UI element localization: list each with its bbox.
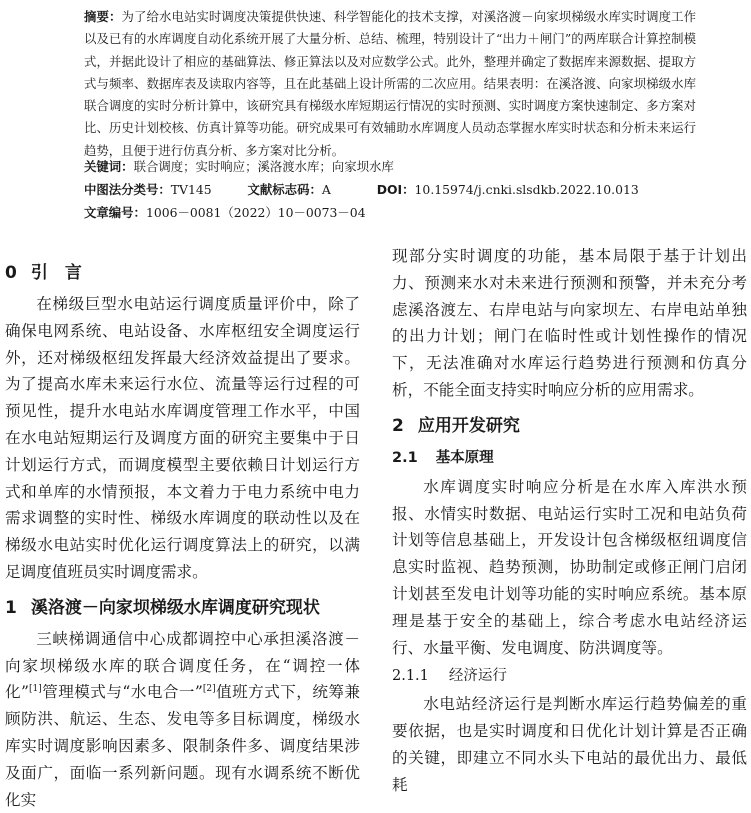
section-1-paragraph-continued: 现部分实时调度的功能，基本局限于基于计划出力、预测来水对未来进行预测和预警，并未充分考虑溪洛渡左、右岸电站与向家坝左、右岸电站单独的出力计划；闸门在临时性或计划性操作的情况下，无法准确对水库运行趋势进行预测和仿真分析，不能全面支持实时响应分析的应用需求。	[392, 247, 747, 399]
abstract-text: 为了给水电站实时调度决策提供快速、科学智能化的技术支撑，对溪洛渡－向家坝梯级水库实时调度工作以及已有的水库调度自动化系统开展了大量分析、总结、梳理，特别设计了“出力＋闸门”的两库联合计算控制模式，并据此设计了相应的基础算法、修正算法以及对应数学公式。此外，整理并确定了数据库来源数据、提取方式与频率、数据库表及读取内容等，且在此基础上设计所需的二次应用。结果表明：在溪洛渡、向家坝梯级水库联合调度的实时分析计算中，该研究具有梯级水库短期运行情况的实时预测、实时调度方案快速制定、多方案对比、历史计划校核、仿真计算等功能。研究成果可有效辅助水库调度人员动态掌握水库实时状态和分析未来运行趋势，且便于进行仿真分析、多方案对比分析。	[84, 9, 697, 158]
doc-code-value: A	[321, 182, 331, 197]
section-1-paragraph	[5, 626, 360, 813]
doi-value: 10.15974/j.cnki.slsdkb.2022.10.013	[414, 182, 639, 197]
right-column	[392, 243, 747, 799]
section-0-title: 引 言	[30, 263, 82, 283]
classification-row	[84, 180, 639, 200]
section-0-paragraph: 在梯级巨型水电站运行调度质量评价中，除了确保电网系统、电站设备、水库枢纽安全调度运行外，还对梯级枢纽发挥最大经济效益提出了要求。为了提高水库未来运行水位、流量等运行过程的可预见性，提升水电站水库调度管理工作水平，中国在水电站短期运行及调度方面的研究主要集中于日计划运行方式，而调度模型主要依赖日计划运行方式和单库的水情预报，本文着力于电力系统中电力需求调整的实时性、梯级水库调度的联动性以及在梯级水电站实时优化运行调度算法上的研究，以满足调度值班员实时调度需求。	[5, 295, 360, 581]
doc-code-label: 文献标志码：	[247, 182, 322, 197]
subsection-2-1-1-number: 2.1.1	[392, 668, 429, 685]
section-1-text-a: 三峡梯调通信中心成都调控中心承担溪洛渡－向家坝梯级水库的联合调度任务，在“调控一体化”	[5, 629, 360, 702]
doi-label: DOI：	[376, 182, 415, 197]
section-0-heading	[5, 259, 360, 287]
article-number-value: 1006－0081（2022）10－0073－04	[145, 205, 366, 220]
section-1-text-c: 值班方式下，统筹兼顾防洪、航运、生态、发电等多目标调度，梯级水库实时调度影响因素多、限制条件多、调度结果涉及面广，面临一系列新问题。现有水调系统不断优化实	[5, 683, 360, 809]
subsection-2-1-1-title: 经济运行	[448, 668, 507, 685]
left-column	[5, 249, 360, 813]
subsection-2-1-number: 2.1	[392, 449, 418, 466]
subsection-2-1-paragraph: 水库调度实时响应分析是在水库入库洪水预报、水情实时数据、电站运行实时工况和电站负荷计划等信息基础上，开发设计包含梯级枢纽调度信息实时监视、趋势预测，协助制定或修正闸门启闭计划甚至发电计划等功能的实时响应系统。基本原理是基于安全的基础上，综合考虑水电站经济运行、水量平衡、发电调度、防洪调度等。	[392, 477, 747, 657]
section-1-text-b: 管理模式与“水电合一”	[41, 683, 203, 702]
section-1-title: 溪洛渡－向家坝梯级水库调度研究现状	[30, 597, 320, 618]
subsection-2-1-title: 基本原理	[435, 449, 494, 466]
keywords	[84, 157, 394, 177]
section-1-number: 1	[5, 597, 17, 618]
section-2-number: 2	[392, 415, 404, 436]
citation-1: [1]	[29, 684, 42, 695]
abstract-label: 摘要：	[84, 9, 122, 24]
subsection-2-1-1-paragraph: 水电站经济运行是判断水库运行趋势偏差的重要依据，也是实时调度和日优化计划计算是否正确的关键，即建立不同水头下电站的最优出力、最低耗	[392, 695, 747, 794]
clc-label: 中图法分类号：	[84, 182, 171, 197]
subsection-2-1-1-heading	[392, 663, 747, 689]
keywords-text: 联合调度；实时响应；溪洛渡水库；向家坝水库	[133, 159, 394, 174]
article-number-label: 文章编号：	[84, 205, 146, 220]
subsection-2-1-heading	[392, 444, 747, 472]
citation-2: [2]	[202, 684, 216, 695]
keywords-label: 关键词：	[84, 159, 134, 174]
abstract	[84, 6, 696, 162]
article-number-row	[84, 203, 366, 223]
section-0-number: 0	[5, 263, 17, 283]
section-2-title: 应用开发研究	[417, 415, 520, 436]
section-2-heading	[392, 412, 747, 440]
clc-value: TV145	[170, 182, 212, 197]
section-1-heading	[5, 594, 360, 622]
